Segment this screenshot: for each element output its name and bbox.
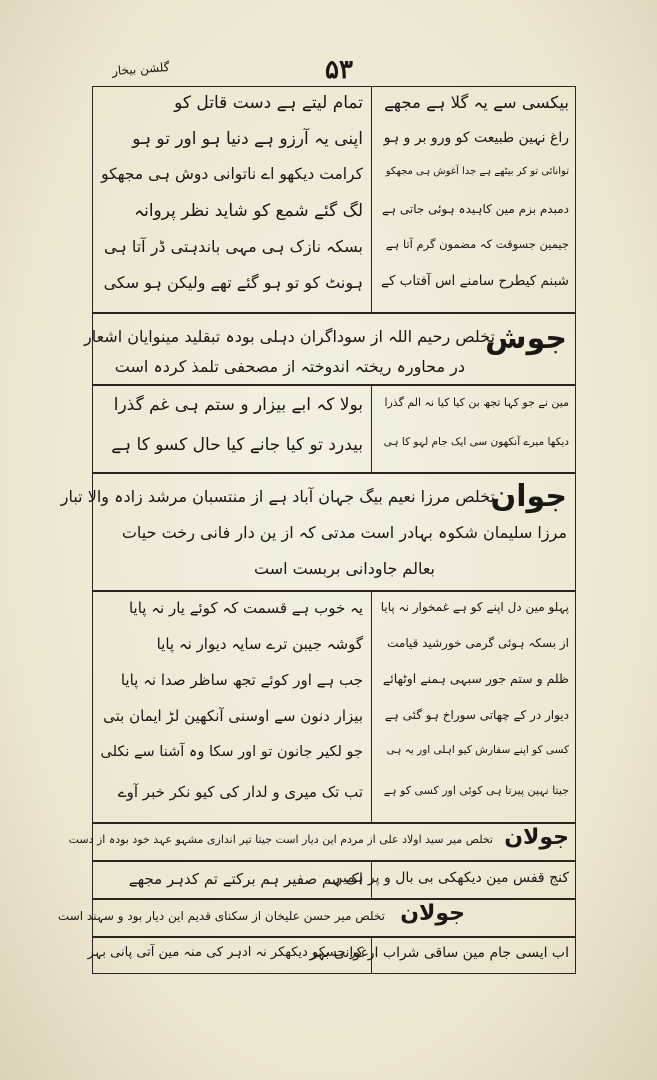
verse-line: کر جسکو دیکھکر نہ ادہر کی منہ مین آتی پانی بہر <box>87 945 363 960</box>
verse-line: جب ہے اور کوئے تجھ ساظر صدا نہ پایا <box>120 671 363 689</box>
column-divider <box>371 385 372 473</box>
left-column <box>97 385 367 473</box>
right-column <box>377 87 573 313</box>
verse-block-jolan-2 <box>87 936 576 974</box>
poet-name: جوان <box>490 479 567 514</box>
book-title: گلشن بیخار <box>111 60 170 78</box>
verse-line: ہونٹ کو تو ہو گئے تھے ولیکن ہو سکی <box>103 273 363 292</box>
verse-block-jawan <box>92 590 576 824</box>
poet-heading-josh <box>83 312 576 386</box>
page-number: ۵۳ <box>325 55 353 85</box>
poet-heading-jolan-1 <box>68 822 576 862</box>
verse-line: دیکھا میرے آنکھون سی ایک جام لہو کا ہی <box>383 436 569 448</box>
verse-line: اب ایسی جام مین ساقی شراب ارغوانی بہر <box>309 945 569 961</box>
verse-line: شبنم کیطرح سامنے اس آفتاب کے <box>381 273 569 289</box>
verse-line: تمام لیتے ہے دست قاتل کو <box>174 93 363 113</box>
verse-block-jolan-1 <box>92 860 576 900</box>
poet-bio: تخلص رحیم اللہ از سوداگران دہلی بودہ تبقلید مینوایان اشعار <box>83 327 495 346</box>
poet-bio: مرزا سلیمان شکوہ بہادر است مدتی کہ از ین دار فانی رخت حیات <box>121 523 567 542</box>
right-column <box>377 591 573 823</box>
verse-line: پہلو مین دل اپنے کو ہے غمخوار نہ پایا <box>380 600 569 614</box>
verse-line: کسی کو اپنے سفارش کیو اہلی اور یہ ہی <box>386 744 569 756</box>
verse-block-josh <box>92 384 576 474</box>
right-column <box>377 385 573 473</box>
verse-line: اپنی یہ آرزو ہے دنیا ہو اور تو ہو <box>132 129 363 149</box>
column-divider <box>371 87 372 313</box>
verse-line: ظلم و ستم جور سبہی ہمنے اوٹھائے <box>382 671 569 686</box>
verse-line: کرامت دیکھو اے ناتوانی دوش ہی مجھکو <box>101 165 363 183</box>
verse-line: کنج قفس مین دیکھکی بی بال و پر ہمیں <box>332 870 569 886</box>
verse-line: تب تک میری و لدار کی کیو نکر خبر آوے <box>117 783 363 801</box>
verse-block-1 <box>92 86 576 314</box>
poet-bio: در محاورہ ریختہ اندوختہ از مصحفی تلمذ کردہ است <box>114 357 465 376</box>
verse-line: یہ خوب ہے قسمت کہ کوئے یار نہ پایا <box>128 599 363 617</box>
poet-bio: تخلص مرزا نعیم بیگ جہان آباد ہے از منتسبان مرشد زادہ والا تبار <box>60 487 495 506</box>
verse-line: گوشہ جیبن ترے سایہ دیوار نہ پایا <box>156 635 363 653</box>
verse-line: دیوار در کے چھاتی سوراخ ہو گئی ہے <box>384 708 569 722</box>
verse-line: اک ہم صفیر ہم برکتے تم کدہر مجھے <box>128 870 363 888</box>
verse-line: مین نے جو کہا تجھ بن کیا کیا نہ الم گذرا <box>384 396 569 409</box>
poet-heading-jolan-2 <box>57 898 576 938</box>
verse-line: دمبدم بزم مین کاہیدہ ہوئی جاتی ہے <box>382 202 569 216</box>
verse-line: توانائی تو کر بیٹھے ہے جدا آغوش ہی مجھکو <box>385 166 569 177</box>
verse-line: از بسکہ ہوئی گرمی خورشید قیامت <box>387 636 569 650</box>
poet-bio: تخلص میر حسن علیخان از سکنای قدیم این دیار بود و سہند است <box>57 909 385 923</box>
verse-line: بولا کہ ابے بیزار و ستم ہی غم گذرا <box>113 395 363 415</box>
verse-line: جو لکیر جانون تو اور سکا وہ آشنا سے نکلی <box>100 744 363 760</box>
verse-line: لگ گئے شمع کو شاید نظر پروانہ <box>134 201 363 221</box>
left-column <box>97 87 367 313</box>
verse-line: بیکسی سے یہ گلا ہے مجھے <box>384 93 569 112</box>
poet-bio: تخلص میر سید اولاد علی از مردم این دیار است جیتا تیر اندازی مشہو عہد خود بودہ از دست <box>68 833 493 846</box>
poet-name: جولان <box>504 825 569 850</box>
left-column <box>97 591 367 823</box>
verse-line: راغ نہین طبیعت کو ورو بر و ہو <box>383 130 569 146</box>
verse-line: جیمین جسوقت کہ مضمون گرم آتا ہے <box>385 237 569 251</box>
verse-line: بیزار دنون سے اوسنی آنکھین لڑ ایمان بتی <box>103 707 363 725</box>
poet-name: جولان <box>400 901 465 926</box>
poet-name: جوش <box>485 321 567 356</box>
poet-heading-jawan <box>60 472 576 592</box>
column-divider <box>371 591 372 823</box>
poet-bio: بعالم جاودانی بربست است <box>254 559 435 578</box>
verse-line: بسکہ نازک ہی مہی باندہتی ڈر آتا ہی <box>104 237 363 256</box>
verse-line: بیدرد تو کیا جانے کیا حال کسو کا ہے <box>111 435 363 455</box>
verse-line: جیتا نہین پیرتا ہی کوئی اور کسی کو ہے <box>383 784 569 797</box>
